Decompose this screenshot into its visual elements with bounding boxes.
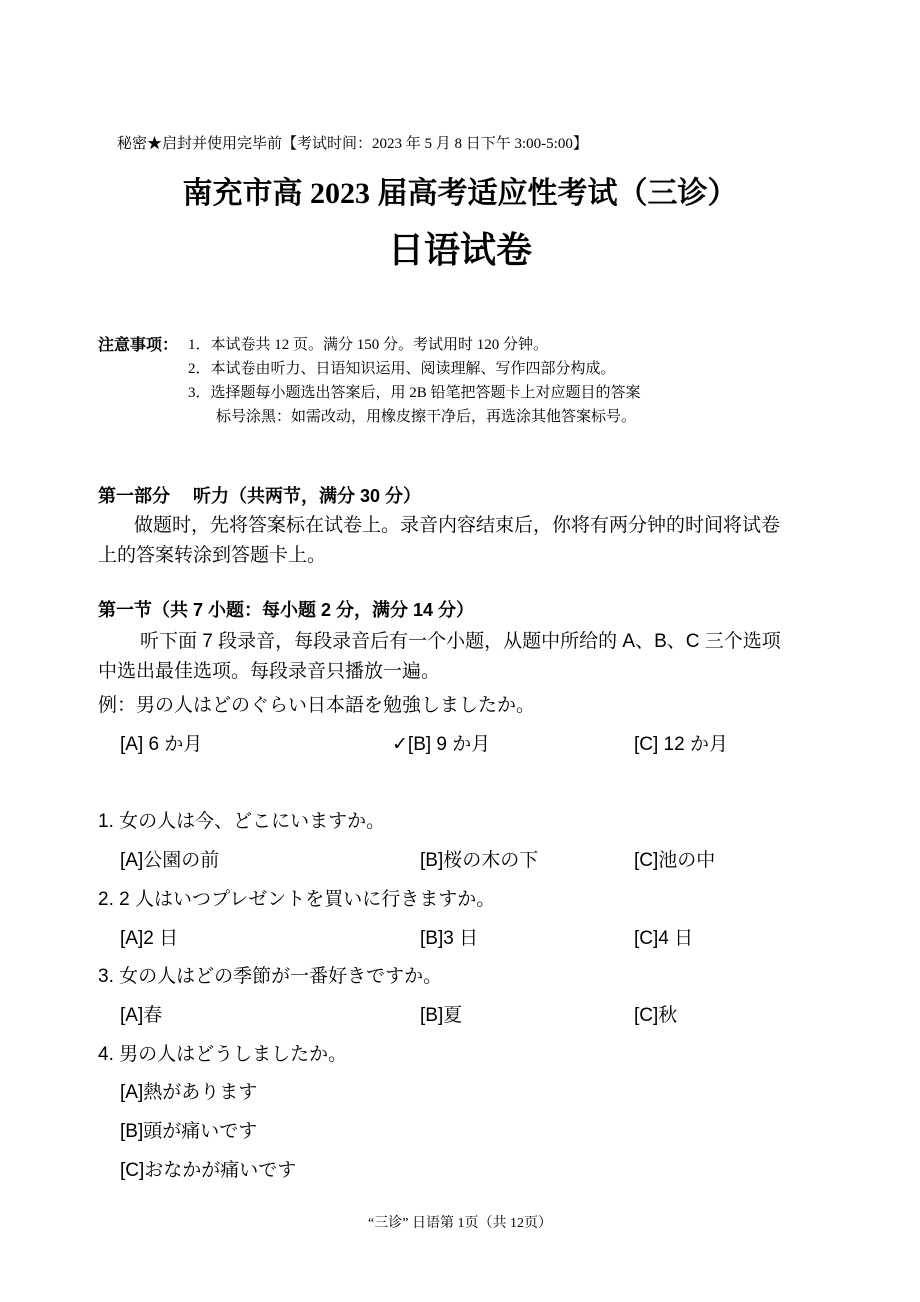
example-question: 例：男の人はどのぐらい日本語を勉強しましたか。 — [98, 695, 536, 716]
section1-instruction-line2: 中选出最佳选项。每段录音只播放一遍。 — [98, 661, 441, 682]
question-4: 4. 男の人はどうしましたか。 — [98, 1044, 348, 1065]
exam-confidential-note: 秘密★启封并使用完毕前【考试时间：2023 年 5 月 8 日下午 3:00-5:00】 — [117, 136, 588, 152]
notice-item: 3．选择题每小题选出答案后，用 2B 铅笔把答题卡上对应题目的答案 — [188, 385, 641, 401]
page-footer: “三诊” 日语第 1页（共 12页） — [368, 1216, 552, 1231]
question-2: 2. 2 人はいつプレゼントを買いに行きますか。 — [98, 889, 496, 910]
question-2-option-c: [C]4 日 — [634, 928, 694, 949]
part1-instruction-line1: 做题时，先将答案标在试卷上。录音内容结束后，你将有两分钟的时间将试卷 — [134, 515, 781, 536]
notice-item: 1．本试卷共 12 页。满分 150 分。考试用时 120 分钟。 — [188, 337, 549, 353]
section1-instruction-line1: 听下面 7 段录音，每段录音后有一个小题，从题中所给的 A、B、C 三个选项 — [140, 631, 781, 652]
question-2-option-a: [A]2 日 — [120, 928, 179, 949]
notice-item: 标号涂黑：如需改动，用橡皮擦干净后，再选涂其他答案标号。 — [216, 409, 637, 425]
example-option-a: [A] 6 か月 — [120, 734, 203, 755]
part1-instruction-line2: 上的答案转涂到答题卡上。 — [98, 545, 327, 566]
question-4-option-a: [A]熱があります — [120, 1082, 258, 1103]
question-4-option-b: [B]頭が痛いです — [120, 1121, 258, 1142]
section1-heading: 第一节（共 7 小题：每小题 2 分，满分 14 分） — [98, 600, 475, 620]
question-1-option-c: [C]池の中 — [634, 850, 716, 871]
question-3: 3. 女の人はどの季節が一番好きですか。 — [98, 966, 443, 987]
notice-item: 2．本试卷由听力、日语知识运用、阅读理解、写作四部分构成。 — [188, 361, 616, 377]
question-3-option-a: [A]春 — [120, 1005, 163, 1026]
question-3-option-c: [C]秋 — [634, 1005, 678, 1026]
question-1-option-a: [A]公園の前 — [120, 850, 220, 871]
notice-label: 注意事项： — [98, 337, 179, 354]
question-3-option-b: [B]夏 — [420, 1005, 463, 1026]
question-2-option-b: [B]3 日 — [420, 928, 479, 949]
question-4-option-c: [C]おなかが痛いです — [120, 1160, 297, 1181]
question-1: 1. 女の人は今、どこにいますか。 — [98, 811, 386, 832]
exam-title: 南充市高 2023 届高考适应性考试（三诊） — [182, 177, 738, 210]
part1-heading: 第一部分 听力（共两节，满分 30 分） — [98, 486, 422, 506]
example-option-b: ✓[B] 9 か月 — [392, 734, 491, 755]
exam-subtitle: 日语试卷 — [387, 229, 532, 270]
question-1-option-b: [B]桜の木の下 — [420, 850, 539, 871]
example-option-c: [C] 12 か月 — [634, 734, 728, 755]
